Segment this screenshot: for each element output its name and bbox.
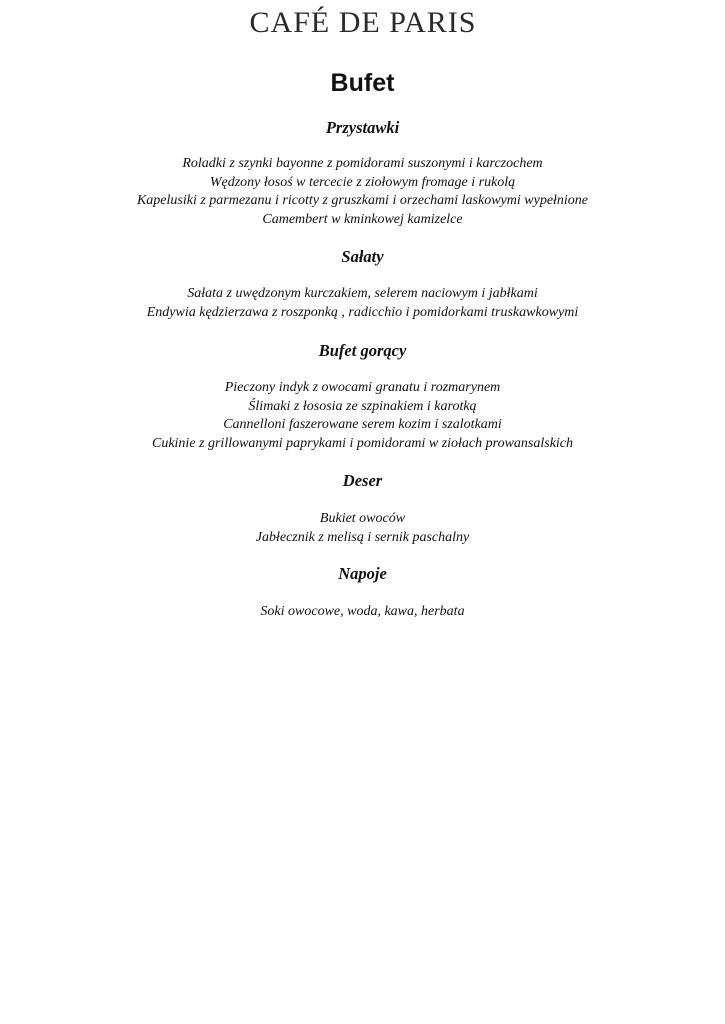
- menu-item: Cannelloni faszerowane serem kozim i szalotkami: [223, 417, 502, 432]
- section-heading-deser: Deser: [342, 471, 383, 490]
- section-items-salaty: [0, 285, 725, 322]
- menu-item: Camembert w kminkowej kamizelce: [262, 211, 463, 227]
- menu-item: Ślimaki z łososia ze szpinakiem i karotką: [248, 398, 477, 414]
- menu-item: Jabłecznik z melisą i sernik paschalny: [255, 529, 470, 545]
- menu-item: Bukiet owoców: [319, 511, 406, 526]
- section-items-deser: [0, 510, 725, 547]
- section-items-bufet-goracy: [0, 379, 725, 453]
- logo-text: CAFÉ DE PARIS: [249, 6, 476, 39]
- menu-item: Sałata z uwędzonym kurczakiem, selerem naciowym i jabłkami: [187, 286, 538, 301]
- logo-wordmark: [233, 0, 493, 44]
- cafe-de-paris-logo: [0, 0, 725, 44]
- menu-item: Cukinie z grillowanymi paprykami i pomidorami w ziołach prowansalskich: [151, 435, 574, 451]
- section-heading-przystawki: Przystawki: [325, 118, 400, 137]
- section-items-przystawki: [0, 155, 725, 229]
- menu-item: Roladki z szynki bayonne z pomidorami suszonymi i karczochem: [182, 156, 543, 171]
- menu-item: Wędzony łosoś w tercecie z ziołowym fromage i rukolą: [209, 174, 516, 190]
- menu-item: Soki owocowe, woda, kawa, herbata: [260, 604, 465, 619]
- page-title: Bufet: [330, 69, 395, 97]
- section-heading-salaty: Sałaty: [341, 247, 384, 266]
- menu-item: Kapelusiki z parmezanu i ricotty z gruszkami i orzechami laskowymi wypełnione: [136, 193, 589, 208]
- section-items-napoje: [0, 603, 725, 622]
- menu-item: Endywia kędzierzawa z roszponką , radicchio i pomidorkami truskawkowymi: [146, 304, 579, 320]
- section-heading-bufet-goracy: Bufet gorący: [318, 341, 407, 360]
- section-heading-napoje: Napoje: [338, 564, 387, 583]
- menu-item: Pieczony indyk z owocami granatu i rozmarynem: [224, 380, 501, 395]
